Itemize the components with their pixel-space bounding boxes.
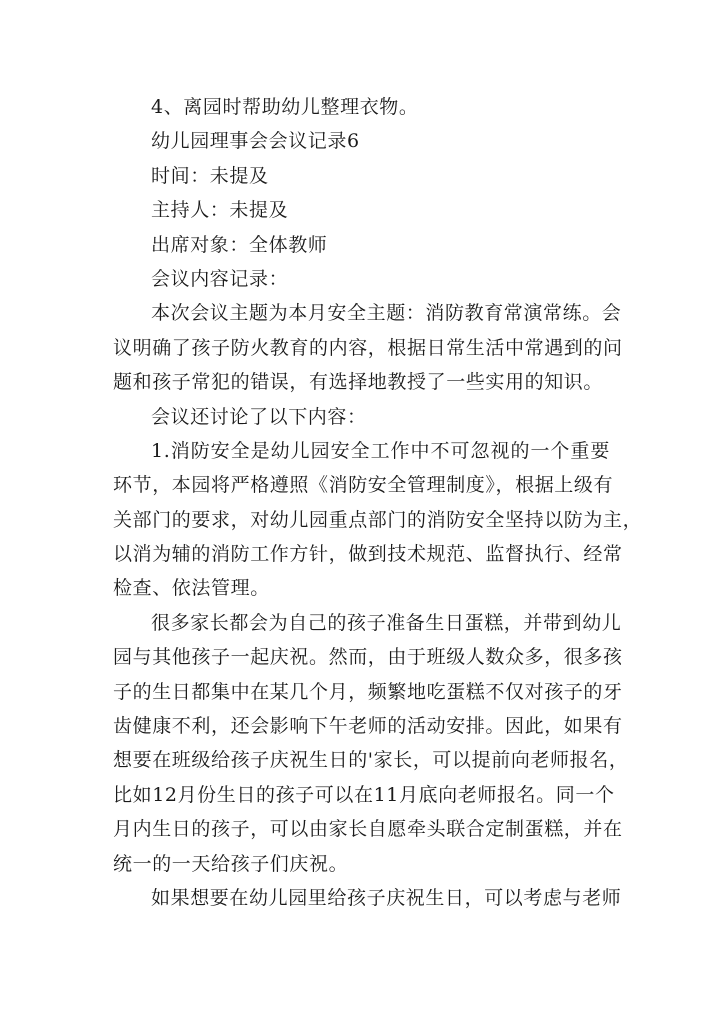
meeting-content-heading: 会议内容记录： <box>151 267 289 290</box>
paragraph-line: 想要在班级给孩子庆祝生日的'家长，可以提前向老师报名， <box>113 749 629 772</box>
section-title: 幼儿园理事会会议记录6 <box>151 130 360 153</box>
paragraph-line: 园与其他孩子一起庆祝。然而，由于班级人数众多，很多孩 <box>113 646 623 669</box>
paragraph-line: 环节，本园将严格遵照《消防安全管理制度》，根据上级有 <box>113 474 614 497</box>
paragraph-line: 检查、依法管理。 <box>113 577 270 600</box>
paragraph-line: 以消为辅的消防工作方针，做到技术规范、监督执行、经常 <box>113 543 623 566</box>
paragraph-line: 统一的一天给孩子们庆祝。 <box>113 852 349 875</box>
paragraph-line: 题和孩子常犯的错误，有选择地教授了一些实用的知识。 <box>113 371 604 394</box>
discussion-heading: 会议还讨论了以下内容： <box>151 405 367 428</box>
paragraph-line: 齿健康不利，还会影响下午老师的活动安排。因此，如果有 <box>113 715 623 738</box>
paragraph-line: 很多家长都会为自己的孩子准备生日蛋糕，并带到幼儿 <box>151 611 622 634</box>
paragraph-line: 子的生日都集中在某几个月，频繁地吃蛋糕不仅对孩子的牙 <box>113 680 623 703</box>
paragraph-line: 本次会议主题为本月安全主题：消防教育常演常练。会 <box>151 302 622 325</box>
meeting-attendees: 出席对象：全体教师 <box>151 233 328 256</box>
paragraph-line: 如果想要在幼儿园里给孩子庆祝生日，可以考虑与老师 <box>151 886 622 909</box>
paragraph-line: 议明确了孩子防火教育的内容，根据日常生活中常遇到的问 <box>113 336 623 359</box>
paragraph-line: 1.消防安全是幼儿园安全工作中不可忽视的一个重要 <box>151 439 610 462</box>
paragraph-line: 关部门的要求，对幼儿园重点部门的消防安全坚持以防为主， <box>113 508 643 531</box>
list-item-leave-kindergarten: 4、离园时帮助幼儿整理衣物。 <box>151 96 419 118</box>
meeting-host: 主持人：未提及 <box>151 199 289 222</box>
paragraph-line: 比如12月份生日的孩子可以在11月底向老师报名。同一个 <box>113 783 615 806</box>
document-body <box>113 90 643 915</box>
paragraph-line: 月内生日的孩子，可以由家长自愿牵头联合定制蛋糕，并在 <box>113 818 623 841</box>
meeting-time: 时间：未提及 <box>151 164 269 187</box>
